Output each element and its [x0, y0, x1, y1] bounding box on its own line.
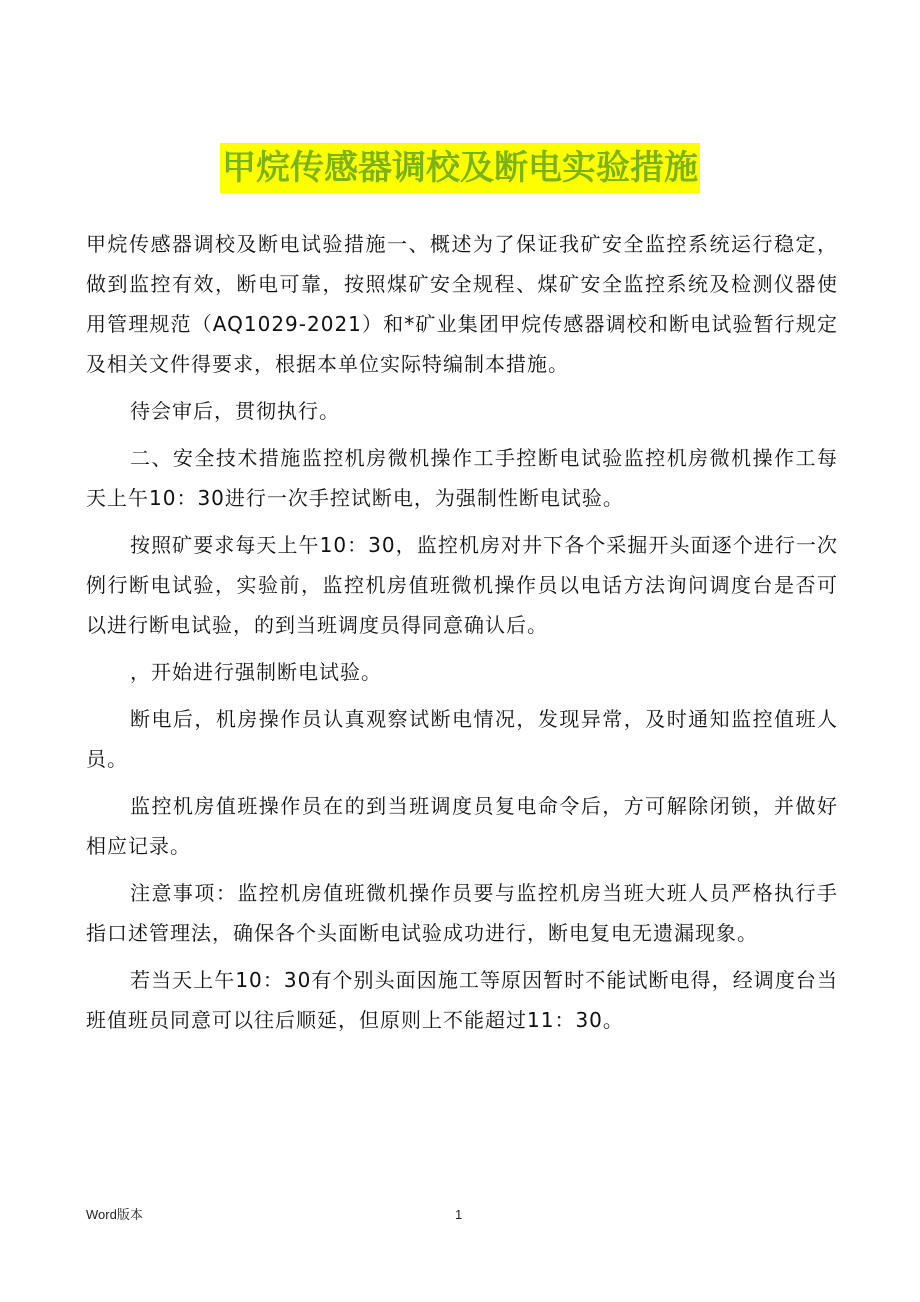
paragraph-safety-measures: 二、安全技术措施监控机房微机操作工手控断电试验监控机房微机操作工每天上午10：30进行一次手控试断电，为强制性断电试验。 [86, 446, 838, 510]
document-body [86, 224, 838, 1047]
paragraph-review: 待会审后，贯彻执行。 [130, 399, 340, 423]
paragraph-after-cutoff: 断电后，机房操作员认真观察试断电情况，发现异常，及时通知监控值班人员。 [86, 707, 838, 771]
footer-version-label: Word版本 [86, 1207, 143, 1222]
paragraph-restore-power: 监控机房值班操作员在的到当班调度员复电命令后，方可解除闭锁，并做好相应记录。 [86, 794, 838, 858]
title-container [0, 143, 920, 193]
paragraph-start-test: ，开始进行强制断电试验。 [130, 660, 382, 684]
footer-page-number: 1 [455, 1207, 463, 1222]
paragraph-daily-test: 按照矿要求每天上午10：30，监控机房对井下各个采掘开头面逐个进行一次例行断电试验，实验前，监控机房值班微机操作员以电话方法询问调度台是否可以进行断电试验，的到当班调度员得同意确认后。 [86, 533, 838, 637]
paragraph-notes: 注意事项：监控机房值班微机操作员要与监控机房当班大班人员严格执行手指口述管理法，确保各个头面断电试验成功进行，断电复电无遗漏现象。 [86, 881, 838, 945]
paragraph-overview: 甲烷传感器调校及断电试验措施一、概述为了保证我矿安全监控系统运行稳定，做到监控有效，断电可靠，按照煤矿安全规程、煤矿安全监控系统及检测仪器使用管理规范（AQ1029-2021）和*矿业集团甲烷传感器调校和断电试验暂行规定及相关文件得要求，根据本单位实际特编制本措施。 [86, 232, 838, 376]
document-title: 甲烷传感器调校及断电实验措施 [220, 143, 700, 193]
paragraph-postpone: 若当天上午10：30有个别头面因施工等原因暂时不能试断电得，经调度台当班值班员同意可以往后顺延，但原则上不能超过11：30。 [86, 968, 838, 1032]
